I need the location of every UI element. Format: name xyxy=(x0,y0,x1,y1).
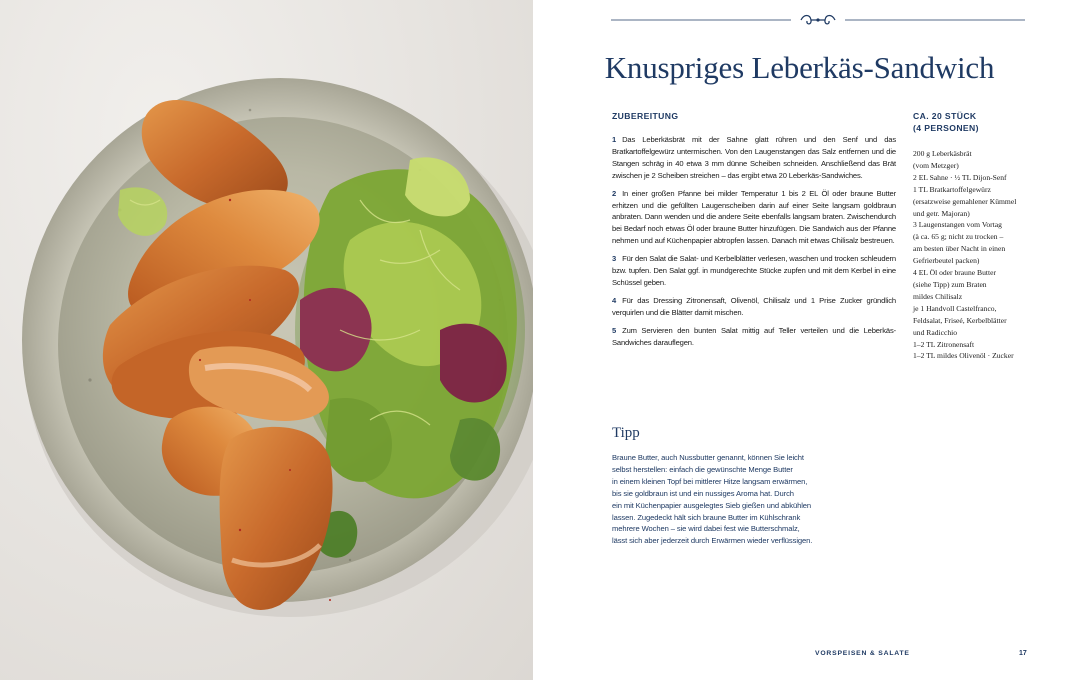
yield-heading: CA. 20 STÜCK xyxy=(913,111,977,121)
step-2: 2 In einer großen Pfanne bei milder Temperatur 1 bis 2 EL Öl oder braune Butter erhitzen und die gefüllten Laugenscheiben darin auf einer Seite langsam goldbraun anbraten. Dann wenden und die andere Seite ebenfalls langsam braten. Zwischendurch bei Bedarf noch etwas Öl oder braune Butter hinzufügen. Die Sandwich aus der Pfanne nehmen und auf Küchenpapier abtropfen lassen. Danach mit etwas Chilisalz bestreuen. xyxy=(612,188,896,246)
ingredient-line: (vom Metzger) xyxy=(913,160,959,170)
footer-section-label: VORSPEISEN & SALATE xyxy=(815,650,910,657)
tip-line: ein mit Küchenpapier ausgelegtes Sieb gießen und abkühlen xyxy=(612,500,812,510)
ingredient-line: mildes Chilisalz xyxy=(913,291,963,301)
ingredient-line: 2 EL Sahne · ½ TL Dijon-Senf xyxy=(913,172,1007,182)
tip-line: selbst herstellen: einfach die gewünschte Menge Butter xyxy=(612,464,793,474)
step-4: 4 Für das Dressing Zitronensaft, Olivenöl, Chilisalz und 1 Prise Zucker gründlich verquirlen und die Blätter damit mischen. xyxy=(612,295,896,317)
preparation-heading: ZUBEREITUNG xyxy=(612,111,679,121)
ingredient-line: (ersatzweise gemahlener Kümmel xyxy=(913,196,1017,206)
ingredient-line: Gefrierbeutel packen) xyxy=(913,256,980,266)
tip-line: lässt sich aber jederzeit durch Erwärmen wieder verflüssigen. xyxy=(612,536,813,546)
ingredient-line: Feldsalat, Friseé, Kerbelblätter xyxy=(913,315,1007,325)
header-ornament-icon xyxy=(611,12,1025,28)
step-5: 5 Zum Servieren den bunten Salat mittig auf Teller verteilen und die Leberkäs-Sandwiches darauflegen. xyxy=(612,325,896,347)
ingredient-line: 1–2 TL Zitronensaft xyxy=(913,339,975,349)
ingredient-line: (siehe Tipp) zum Braten xyxy=(913,279,987,289)
ingredient-line: 200 g Leberkäsbrät xyxy=(913,149,972,158)
tip-line: Braune Butter, auch Nussbutter genannt, können Sie leicht xyxy=(612,453,804,462)
ingredient-line: 4 EL Öl oder braune Butter xyxy=(913,268,997,278)
step-3: 3 Für den Salat die Salat- und Kerbelblätter verlesen, waschen und trocken schleudern bzw. tupfen. Den Salat ggf. in mundgerechte Stücke zupfen und mit dem Kerbel in eine Schüssel geben. xyxy=(612,254,896,287)
recipe-page xyxy=(533,0,1066,680)
tip-title: Tipp xyxy=(612,425,640,441)
ingredient-line: 1 TL Bratkartoffelgewürz xyxy=(913,184,991,194)
servings-heading: (4 PERSONEN) xyxy=(913,123,979,133)
preparation-steps xyxy=(612,134,896,349)
tip-text xyxy=(612,452,862,547)
recipe-title: Knuspriges Leberkäs-Sandwich xyxy=(604,50,995,85)
page-number: 17 xyxy=(1019,650,1027,657)
tip-line: lassen. Zugedeckt hält sich braune Butter im Kühlschrank xyxy=(612,512,801,522)
tip-line: mehrere Wochen – sie wird dabei fest wie Butterschmalz, xyxy=(612,524,800,534)
ingredient-line: je 1 Handvoll Castelfranco, xyxy=(913,303,997,313)
ingredient-line: 3 Laugenstangen vom Vortag xyxy=(913,220,1002,230)
step-1: 1 Das Leberkäsbrät mit der Sahne glatt rühren und den Senf und das Bratkartoffelgewürz untermischen. Von den Laugenstangen das Salz entfernen und die Stangen schräg in 40 etwa 3 mm dünne Scheiben schneiden. Anschließend das Brät zwischen je 2 Scheiben streichen – das ergibt etwa 20 Leberkäs-Sandwiches. xyxy=(612,135,896,180)
preparation-section xyxy=(612,110,896,355)
tip-line: in einem kleinen Topf bei mittlerer Hitze langsam erwärmen, xyxy=(612,476,808,486)
ingredient-line: und getr. Majoran) xyxy=(913,208,970,218)
ingredient-list xyxy=(913,148,1038,362)
ingredient-line: (à ca. 65 g; nicht zu trocken – xyxy=(913,232,1004,242)
ingredient-line: am besten über Nacht in einen xyxy=(913,244,1006,254)
ingredient-line: und Radicchio xyxy=(913,327,958,337)
tip-line: bis sie goldbraun ist und ein nussiges Aroma hat. Durch xyxy=(612,488,794,498)
ingredients-section xyxy=(913,110,1038,362)
ingredient-line: 1–2 TL mildes Olivenöl · Zucker xyxy=(913,351,1014,361)
